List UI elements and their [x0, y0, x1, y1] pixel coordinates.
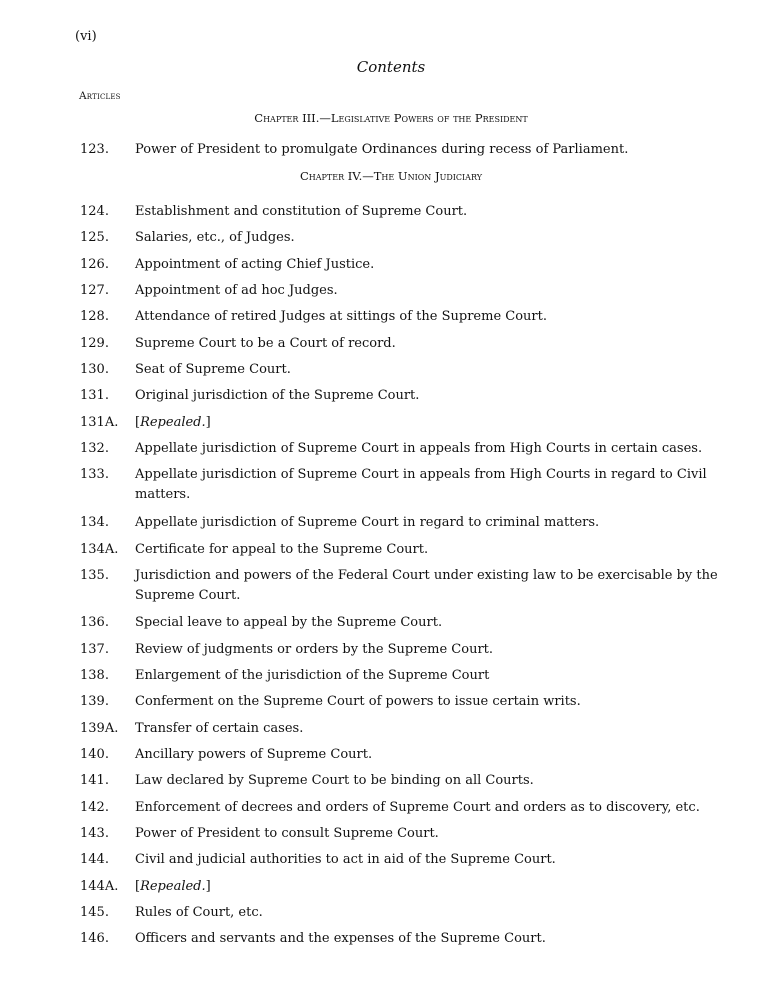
article-title: Appellate jurisdiction of Supreme Court in regard to criminal matters. — [135, 515, 600, 530]
page-number: (vi) — [75, 29, 97, 44]
article-number: 139A. — [80, 721, 119, 736]
article-title: Appointment of acting Chief Justice. — [135, 257, 375, 272]
article-entry-134a — [80, 540, 720, 560]
article-number: 130. — [80, 362, 109, 377]
article-entry-124 — [80, 202, 720, 222]
article-title: Jurisdiction and powers of the Federal Court under existing law to be exercisable by the Supreme Court. — [135, 568, 718, 603]
article-title: Salaries, etc., of Judges. — [135, 230, 295, 245]
article-entry-144 — [80, 850, 720, 870]
article-title: Establishment and constitution of Supreme Court. — [135, 204, 468, 219]
article-entry-127 — [80, 281, 720, 301]
article-entry-130 — [80, 360, 720, 380]
article-number: 131A. — [80, 415, 119, 430]
article-title: Appellate jurisdiction of Supreme Court in appeals from High Courts in regard to Civil matters. — [135, 467, 707, 502]
article-number: 143. — [80, 826, 109, 841]
article-entry-131a — [80, 413, 720, 433]
chapter-iv-heading: Chapter IV.—The Union Judiciary — [299, 169, 483, 183]
article-entry-145 — [80, 903, 720, 923]
article-entry-132 — [80, 439, 720, 459]
article-number: 133. — [80, 467, 109, 482]
article-number: 139. — [80, 694, 109, 709]
article-entry-143 — [80, 824, 720, 844]
article-number: 132. — [80, 441, 109, 456]
article-number: 129. — [80, 336, 109, 351]
article-title: Seat of Supreme Court. — [135, 362, 291, 377]
article-entry-140 — [80, 745, 720, 765]
article-title-repealed: [Repealed.] — [135, 879, 211, 894]
article-entry-142 — [80, 798, 720, 818]
chapter-iii-heading: Chapter III.—Legislative Powers of the President — [254, 111, 528, 125]
article-entry-131 — [80, 386, 720, 406]
contents-title: Contents — [356, 58, 426, 76]
article-title: Special leave to appeal by the Supreme Court. — [135, 615, 443, 630]
article-number: 146. — [80, 931, 109, 946]
article-number: 144. — [80, 852, 109, 867]
article-entry-136 — [80, 613, 720, 633]
article-title: Enlargement of the jurisdiction of the Supreme Court — [135, 668, 490, 683]
article-title: Review of judgments or orders by the Supreme Court. — [135, 642, 494, 657]
article-title: Certificate for appeal to the Supreme Court. — [135, 542, 429, 557]
articles-label: Articles — [79, 90, 121, 102]
article-entry-134 — [80, 513, 720, 533]
article-entry-146 — [80, 929, 720, 949]
article-title: Rules of Court, etc. — [135, 905, 263, 920]
article-entry-137 — [80, 640, 720, 660]
article-entry-144a — [80, 877, 720, 897]
article-entry-126 — [80, 255, 720, 275]
article-number: 145. — [80, 905, 109, 920]
article-number: 123. — [80, 142, 109, 157]
article-entry-139a — [80, 719, 720, 739]
article-entry-138 — [80, 666, 720, 686]
article-number: 124. — [80, 204, 109, 219]
article-number: 141. — [80, 773, 109, 788]
article-number: 138. — [80, 668, 109, 683]
article-title: Enforcement of decrees and orders of Supreme Court and orders as to discovery, etc. — [135, 800, 700, 815]
article-number: 125. — [80, 230, 109, 245]
article-number: 144A. — [80, 879, 119, 894]
article-title-repealed: [Repealed.] — [135, 415, 211, 430]
article-title: Officers and servants and the expenses of the Supreme Court. — [135, 931, 546, 946]
article-title: Conferment on the Supreme Court of powers to issue certain writs. — [135, 694, 581, 709]
article-number: 142. — [80, 800, 109, 815]
article-number: 131. — [80, 388, 109, 403]
article-entry-133 — [80, 465, 720, 505]
article-entry-125 — [80, 228, 720, 248]
article-number: 137. — [80, 642, 109, 657]
article-entry-139 — [80, 692, 720, 712]
article-title: Power of President to consult Supreme Court. — [135, 826, 439, 841]
article-title: Supreme Court to be a Court of record. — [135, 336, 396, 351]
article-number: 126. — [80, 257, 109, 272]
article-title: Power of President to promulgate Ordinances during recess of Parliament. — [135, 142, 629, 157]
article-entry-141 — [80, 771, 720, 791]
article-entry-128 — [80, 307, 720, 327]
article-title: Transfer of certain cases. — [135, 721, 304, 736]
article-title: Law declared by Supreme Court to be binding on all Courts. — [135, 773, 534, 788]
article-number: 135. — [80, 568, 109, 583]
article-entry-129 — [80, 334, 720, 354]
article-title: Attendance of retired Judges at sittings of the Supreme Court. — [135, 309, 547, 324]
article-number: 140. — [80, 747, 109, 762]
article-title: Original jurisdiction of the Supreme Court. — [135, 388, 420, 403]
article-title: Appellate jurisdiction of Supreme Court in appeals from High Courts in certain cases. — [135, 441, 703, 456]
article-number: 134. — [80, 515, 109, 530]
article-number: 128. — [80, 309, 109, 324]
article-title: Ancillary powers of Supreme Court. — [135, 747, 373, 762]
article-title: Civil and judicial authorities to act in aid of the Supreme Court. — [135, 852, 556, 867]
article-number: 136. — [80, 615, 109, 630]
article-number: 127. — [80, 283, 109, 298]
article-title: Appointment of ad hoc Judges. — [135, 283, 338, 298]
article-entry-123 — [80, 140, 720, 160]
article-number: 134A. — [80, 542, 119, 557]
article-entry-135 — [80, 566, 720, 606]
